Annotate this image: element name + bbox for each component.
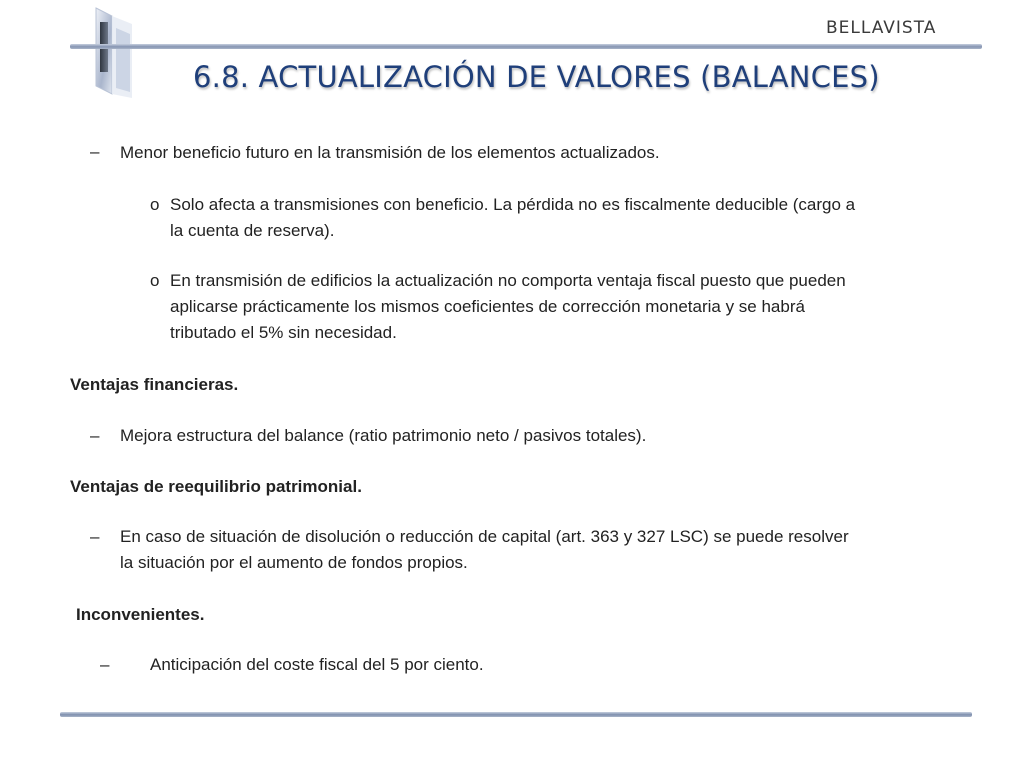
list-item: Menor beneficio futuro en la transmisión de los elementos actualizados. (120, 143, 660, 162)
dash-bullet: – (90, 142, 100, 161)
bottom-divider (60, 712, 972, 717)
dash-bullet: – (90, 527, 100, 546)
section-heading: Inconvenientes. (76, 605, 205, 624)
section-heading: Ventajas de reequilibrio patrimonial. (70, 477, 362, 496)
list-item: Anticipación del coste fiscal del 5 por ciento. (150, 655, 484, 674)
brand-name: BELLAVISTA (826, 18, 937, 38)
top-divider (70, 44, 982, 49)
page-title: 6.8. ACTUALIZACIÓN DE VALORES (BALANCES) (193, 60, 880, 94)
sub-list-item-line: la cuenta de reserva). (170, 221, 335, 240)
list-item-line: En caso de situación de disolución o reducción de capital (art. 363 y 327 LSC) se puede resolver (120, 527, 849, 546)
sub-list-item-line: En transmisión de edificios la actualización no comporta ventaja fiscal puesto que pueden (170, 271, 846, 290)
section-heading: Ventajas financieras. (70, 375, 239, 394)
list-item: Mejora estructura del balance (ratio patrimonio neto / pasivos totales). (120, 426, 647, 445)
dash-bullet: – (90, 426, 100, 445)
dash-bullet: – (100, 655, 110, 674)
sub-list-item-line: aplicarse prácticamente los mismos coeficientes de corrección monetaria y se habrá (170, 297, 805, 316)
sub-list-item-line: tributado el 5% sin necesidad. (170, 323, 397, 342)
sub-bullet: o (150, 195, 160, 214)
sub-list-item-line: Solo afecta a transmisiones con beneficio. La pérdida no es fiscalmente deducible (cargo a (170, 195, 856, 214)
sub-bullet: o (150, 271, 160, 290)
list-item-line: la situación por el aumento de fondos propios. (120, 553, 468, 572)
bellavista-logo-icon (86, 6, 136, 98)
